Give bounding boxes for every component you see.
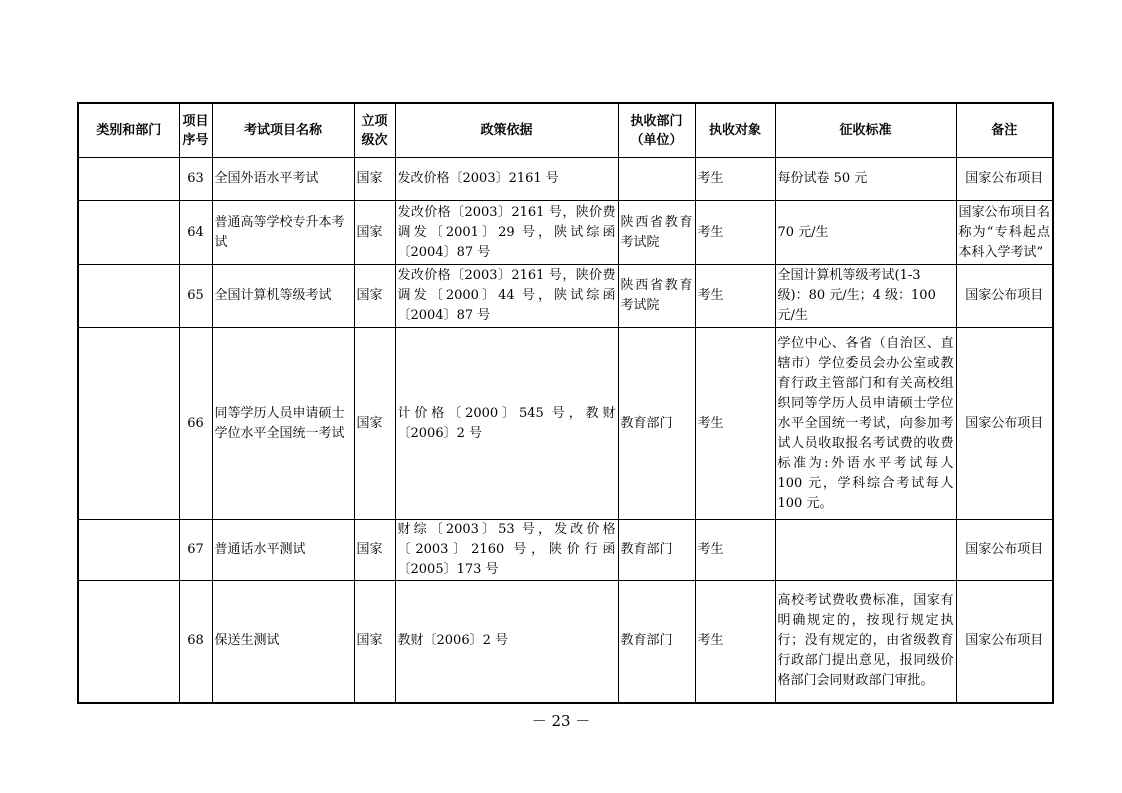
cell-name: 普通话水平测试 (212, 520, 354, 581)
cell-target: 考生 (695, 581, 775, 703)
cell-level: 国家 (354, 520, 395, 581)
cell-seq: 68 (179, 581, 212, 703)
cell-seq: 65 (179, 265, 212, 328)
cell-policy: 发改价格〔2003〕2161 号，陕价费调发〔2000〕44 号，陕试综函〔2004〕87 号 (395, 265, 618, 328)
cell-remark: 国家公布项目 (956, 158, 1053, 201)
cell-standard: 高校考试费收费标准，国家有明确规定的，按现行规定执行；没有规定的，由省级教育行政部门提出意见，报同级价格部门会同财政部门审批。 (775, 581, 956, 703)
cell-category (78, 158, 179, 201)
cell-category (78, 520, 179, 581)
header-target: 执收对象 (695, 103, 775, 158)
cell-standard: 全国计算机等级考试(1-3 级)：80 元/生；4 级：100 元/生 (775, 265, 956, 328)
cell-policy: 发改价格〔2003〕2161 号，陕价费调发〔2001〕29 号，陕试综函〔2004〕87 号 (395, 201, 618, 265)
cell-category (78, 201, 179, 265)
cell-remark: 国家公布项目名称为“专科起点本科入学考试” (956, 201, 1053, 265)
cell-dept: 陕西省教育考试院 (618, 201, 695, 265)
table-row (78, 520, 1053, 581)
cell-seq: 66 (179, 328, 212, 520)
cell-level: 国家 (354, 328, 395, 520)
cell-standard: 70 元/生 (775, 201, 956, 265)
cell-level: 国家 (354, 201, 395, 265)
cell-dept: 教育部门 (618, 328, 695, 520)
cell-seq: 63 (179, 158, 212, 201)
cell-category (78, 328, 179, 520)
cell-standard: 每份试卷 50 元 (775, 158, 956, 201)
cell-policy: 发改价格〔2003〕2161 号 (395, 158, 618, 201)
cell-category (78, 265, 179, 328)
header-seq: 项目序号 (179, 103, 212, 158)
table-row (78, 201, 1053, 265)
cell-remark: 国家公布项目 (956, 265, 1053, 328)
cell-name: 保送生测试 (212, 581, 354, 703)
page-number: － 23 － (531, 712, 591, 730)
cell-level: 国家 (354, 265, 395, 328)
header-level: 立项级次 (354, 103, 395, 158)
cell-target: 考生 (695, 265, 775, 328)
cell-name: 同等学历人员申请硕士学位水平全国统一考试 (212, 328, 354, 520)
cell-level: 国家 (354, 581, 395, 703)
cell-dept: 教育部门 (618, 581, 695, 703)
cell-policy: 教财〔2006〕2 号 (395, 581, 618, 703)
cell-name: 全国外语水平考试 (212, 158, 354, 201)
cell-target: 考生 (695, 158, 775, 201)
cell-remark: 国家公布项目 (956, 581, 1053, 703)
cell-target: 考生 (695, 201, 775, 265)
cell-policy: 计价格〔2000〕545 号，教财〔2006〕2 号 (395, 328, 618, 520)
cell-target: 考生 (695, 328, 775, 520)
cell-category (78, 581, 179, 703)
cell-target: 考生 (695, 520, 775, 581)
cell-seq: 64 (179, 201, 212, 265)
table-row (78, 158, 1053, 201)
cell-dept (618, 158, 695, 201)
table-row (78, 328, 1053, 520)
cell-name: 普通高等学校专升本考试 (212, 201, 354, 265)
header-name: 考试项目名称 (212, 103, 354, 158)
fee-schedule-table (77, 102, 1054, 704)
cell-seq: 67 (179, 520, 212, 581)
cell-dept: 陕西省教育考试院 (618, 265, 695, 328)
cell-dept: 教育部门 (618, 520, 695, 581)
table-row (78, 265, 1053, 328)
cell-standard: 学位中心、各省（自治区、直辖市）学位委员会办公室或教育行政主管部门和有关高校组织同等学历人员申请硕士学位水平全国统一考试，向参加考试人员收取报名考试费的收费标准为:外语水平考试每人 100 元，学科综合考试每人 100 元。 (775, 328, 956, 520)
cell-policy: 财综〔2003〕53 号，发改价格〔2003〕2160 号，陕价行函〔2005〕173 号 (395, 520, 618, 581)
header-dept: 执收部门（单位） (618, 103, 695, 158)
table-row (78, 581, 1053, 703)
cell-level: 国家 (354, 158, 395, 201)
table-header-row (78, 103, 1053, 158)
cell-standard (775, 520, 956, 581)
cell-remark: 国家公布项目 (956, 328, 1053, 520)
header-remark: 备注 (956, 103, 1053, 158)
header-category: 类别和部门 (78, 103, 179, 158)
header-policy: 政策依据 (395, 103, 618, 158)
cell-name: 全国计算机等级考试 (212, 265, 354, 328)
header-standard: 征收标准 (775, 103, 956, 158)
cell-remark: 国家公布项目 (956, 520, 1053, 581)
